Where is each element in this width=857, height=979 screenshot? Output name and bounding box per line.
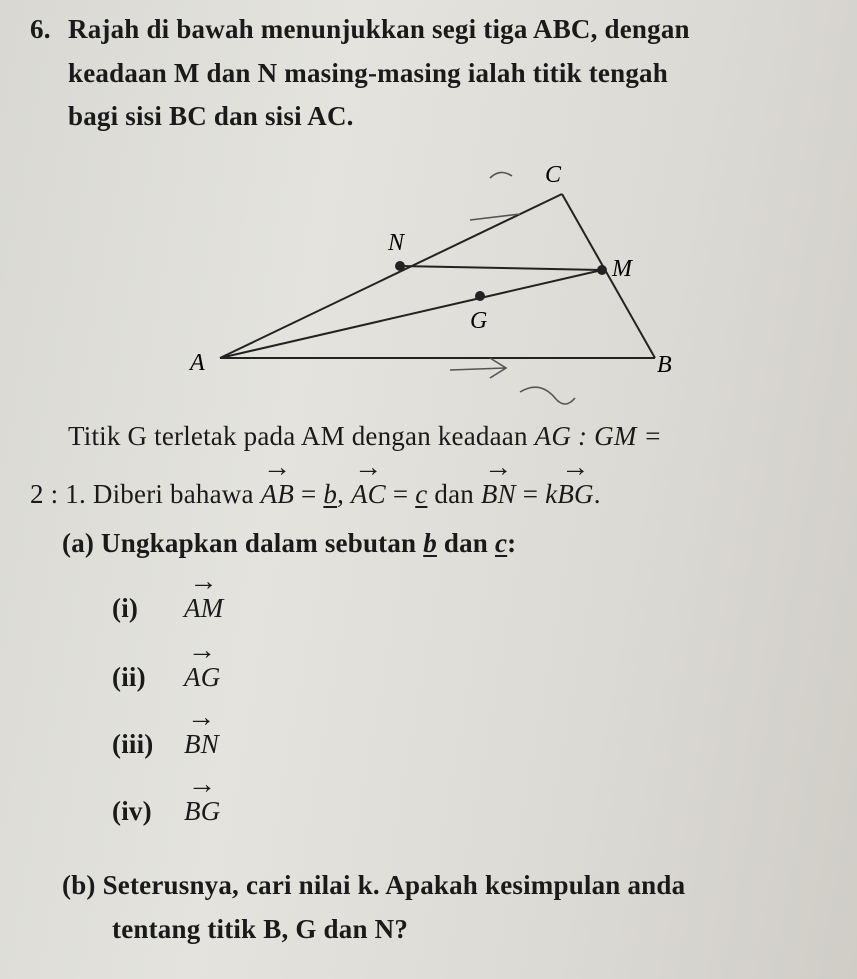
statement-line-2 [30, 479, 601, 510]
part-b-line-1 [62, 870, 685, 901]
sub-item-label: (i) [112, 593, 139, 623]
dan-text: dan [434, 479, 474, 509]
intro-line-1: Rajah di bawah menunjukkan segi tiga ABC, dengan [68, 14, 690, 44]
given-text: Diberi bahawa [92, 479, 254, 509]
point-N [395, 261, 405, 271]
part-a-c: c [494, 528, 508, 558]
sub-item-label: (iv) [112, 796, 152, 826]
point-G [475, 291, 485, 301]
sub-item-ii [112, 662, 220, 693]
vector-BN: → BN [481, 479, 516, 510]
pencil-scribble-top [470, 172, 520, 220]
median-AM [220, 270, 602, 358]
equals-sign: = [522, 479, 539, 509]
segment-NM [400, 266, 602, 270]
sub-item-i [112, 593, 223, 624]
part-a-b: b [423, 528, 437, 558]
label-G: G [470, 308, 488, 334]
question-number: 6. [30, 14, 51, 44]
label-A: A [190, 350, 205, 376]
vector-b: b [323, 479, 338, 509]
side-BC [562, 194, 655, 358]
part-a-dan: dan [443, 528, 489, 558]
ratio-end: 2 : 1. [30, 479, 86, 509]
equals-sign: = [300, 479, 317, 509]
equals-sign: = [392, 479, 409, 509]
part-a-header [62, 528, 516, 559]
period: . [593, 479, 601, 509]
sub-item-label: (iii) [112, 729, 154, 759]
sub-item-iv [112, 796, 220, 827]
part-b-line-2: tentang titik B, G dan N? [112, 914, 409, 944]
part-b-label: (b) [62, 870, 96, 900]
vector-AC: → AC [351, 479, 386, 510]
sub-item-iii [112, 729, 219, 760]
vector-BG: → BG [557, 479, 593, 510]
part-b-text-1: Seterusnya, cari nilai k. Apakah kesimpulan anda [102, 870, 686, 900]
sub-item-label: (ii) [112, 662, 146, 692]
intro-line-2: keadaan M dan N masing-masing ialah titik tengah [68, 58, 668, 88]
vector-c: c [415, 479, 428, 509]
part-a-label: (a) [62, 528, 95, 558]
ratio-start: AG : GM = [534, 421, 662, 451]
part-a-colon: : [507, 528, 517, 558]
part-a-text: Ungkapkan dalam sebutan [101, 528, 417, 558]
label-B: B [657, 352, 672, 378]
statement-line-1 [68, 421, 662, 452]
intro-line-3: bagi sisi BC dan sisi AC. [68, 101, 354, 131]
scalar-k: k [545, 479, 558, 509]
label-N: N [388, 230, 405, 256]
vector-AB: → AB [261, 479, 294, 510]
sub-item-vector: → AG [184, 662, 220, 693]
point-M [597, 265, 607, 275]
pencil-arrow-ab [450, 358, 506, 378]
comma: , [337, 479, 345, 509]
label-C: C [545, 162, 562, 188]
sub-item-vector: → AM [184, 593, 223, 624]
sub-item-vector: → BG [184, 796, 220, 827]
pencil-scribble-bottom [520, 387, 575, 404]
sub-item-vector: → BN [184, 729, 219, 760]
side-AC [220, 194, 562, 358]
statement-text-1: Titik G terletak pada AM dengan keadaan [68, 421, 528, 451]
label-M: M [612, 256, 632, 282]
